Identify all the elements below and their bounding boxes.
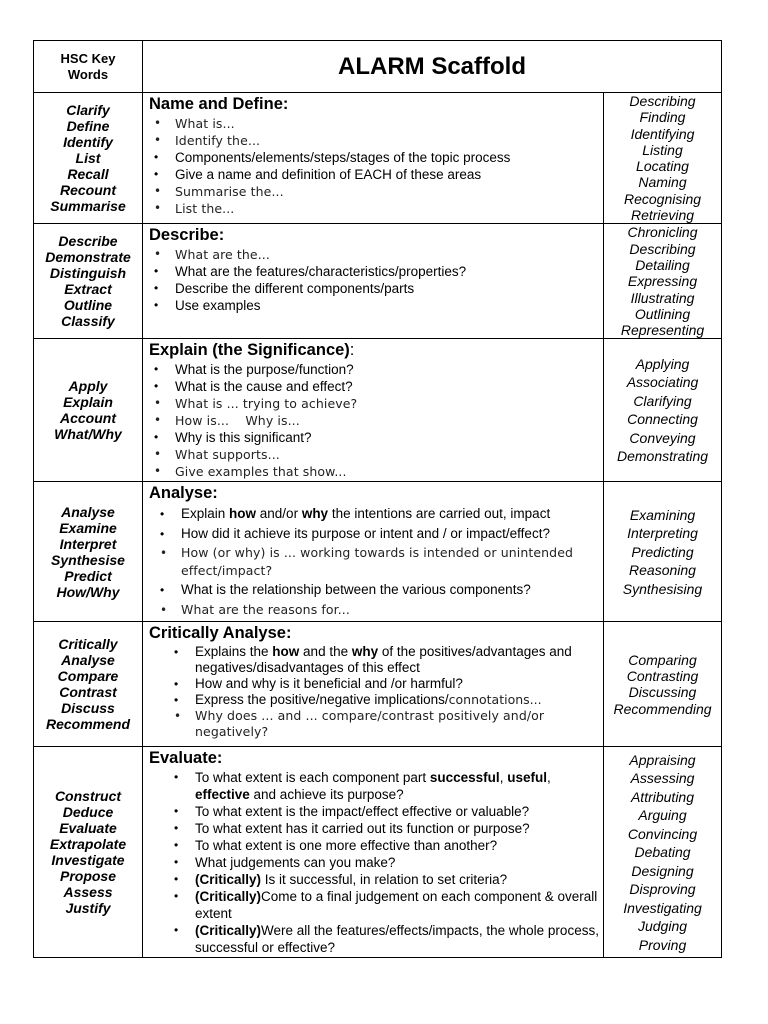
row-explain [34,339,722,482]
section-title: Evaluate: [149,749,223,768]
prompt-item: • How (or why) is ... working towards is intended or unintended effect/impact? [181,544,599,580]
keyword: Explain [63,394,113,411]
prompts-cell [143,339,604,482]
keyword: Contrast [59,684,117,701]
keyword: Propose [59,868,116,885]
prompt-item [195,871,599,888]
keyword: Extract [64,281,112,298]
prompt-item: • Why is this significant? [175,429,599,446]
keywords-cell [34,339,143,482]
prompt-item: • What is the relationship between the various components? [181,580,599,600]
verb: Discussing [628,684,697,701]
section-title: Analyse: [149,484,218,503]
verbs-cell [604,224,722,339]
prompt-item: • What is ... trying to achieve? [175,395,599,412]
prompt-list [149,504,599,620]
keyword: List [75,150,101,167]
prompt-item: • What are the... [175,246,599,263]
verb: Naming [638,174,687,191]
prompt-item [181,504,599,524]
prompt-text: , [546,770,551,786]
prompt-list [149,246,599,314]
keyword: Deduce [62,804,114,821]
verb: Locating [636,158,689,175]
verb: Arguing [638,807,687,824]
keyword: Identify [63,134,113,151]
verb: Investigating [623,899,702,916]
keyword: Extrapolate [49,836,127,853]
keyword: Justify [65,900,111,917]
prompt-item [195,692,599,708]
keywords-cell [34,622,143,747]
verb: Recognising [623,190,702,207]
prompt-item: • What are the features/characteristics/properties? [175,263,599,280]
keyword: Discuss [61,700,115,717]
prompt-item: • Describe the different components/parts [175,280,599,297]
verb: Assessing [630,770,695,787]
prompt-emphasis: useful [507,770,547,786]
header-row [34,41,722,93]
verb: Disproving [629,881,696,898]
verb: Outlining [634,305,691,322]
keyword: Distinguish [49,265,127,282]
section-title: Critically Analyse: [149,624,292,643]
keywords-cell [34,482,143,622]
prompt-item [195,922,599,956]
verb: Expressing [627,273,698,290]
prompt-text: and/or [256,506,302,522]
keywords-cell [34,224,143,339]
keyword: Describe [58,233,118,250]
keyword: Assess [63,884,113,901]
verb: Connecting [627,411,698,428]
prompt-item: • To what extent has it carried out its function or purpose? [195,820,599,837]
verb: Proving [638,936,687,953]
verb: Associating [626,374,699,391]
prompt-item [195,888,599,922]
keyword: Account [60,410,116,427]
keyword: Recall [67,166,109,183]
prompt-text: and the [299,644,352,660]
header-hsc-key-words: HSC Key Words [34,41,143,93]
verb: Judging [637,918,688,935]
prompt-emphasis: why [351,644,379,660]
section-title-colon: : [349,341,355,360]
prompt-list [149,115,599,217]
keyword: Summarise [50,198,126,215]
keyword: Predict [64,567,112,584]
verb: Comparing [628,651,697,668]
keyword: Investigate [51,852,125,869]
prompt-list [149,644,599,740]
verb: Designing [631,862,694,879]
verbs-cell [604,482,722,622]
prompt-item: • Components/elements/steps/stages of the topic process [175,149,599,166]
verb: Identifying [630,125,695,142]
prompt-item: • What is the purpose/function? [175,361,599,378]
prompt-emphasis: (Critically) [195,889,262,905]
prompt-item: • Give a name and definition of EACH of these areas [175,166,599,183]
verb: Demonstrating [616,448,709,465]
keyword: Examine [59,519,117,536]
keyword: Recommend [45,716,131,733]
prompt-item [195,769,599,803]
prompt-item: • What is the cause and effect? [175,378,599,395]
verb: Synthesising [622,580,703,597]
section-title [149,341,599,360]
verb: Conveying [629,429,696,446]
keyword: Interpret [59,535,117,552]
verb: Applying [635,355,690,372]
verb: Interpreting [627,525,698,542]
verb: Convincing [627,825,698,842]
prompt-emphasis: how [272,644,300,660]
keyword: Outline [63,297,113,314]
section-title-text: Explain (the Significance) [149,341,350,360]
prompts-cell [143,482,604,622]
verb: Reasoning [629,562,696,579]
prompt-item: • To what extent is one more effective than another? [195,837,599,854]
prompt-item: • To what extent is the impact/effect effective or valuable? [195,803,599,820]
keyword: Evaluate [59,820,117,837]
prompt-emphasis: effective [195,787,250,803]
prompts-cell [143,224,604,339]
prompt-item: • How and why is it beneficial and /or harmful? [195,676,599,692]
row-critically-analyse [34,622,722,747]
verb: Debating [634,844,691,861]
verb: Predicting [631,543,694,560]
row-analyse [34,482,722,622]
prompts-cell [143,93,604,224]
keyword: Construct [54,788,122,805]
prompt-text: Were all the features/effects/impacts, the whole process, successful or effective? [195,923,599,956]
verbs-cell [604,93,722,224]
keywords-cell [34,747,143,958]
verb: Attributing [630,788,695,805]
prompt-item: • What judgements can you make? [195,854,599,871]
row-describe [34,224,722,339]
verb: Representing [620,322,705,339]
alarm-scaffold-table [33,40,722,958]
prompt-text: and achieve its purpose? [249,787,404,803]
prompt-text: Is it successful, in relation to set criteria? [261,872,508,888]
keyword: Recount [60,182,116,199]
prompt-item: • List the... [175,200,599,217]
verb: Retrieving [630,207,695,224]
prompt-item: • How is... Why is... [175,412,599,429]
keyword: How/Why [56,583,120,600]
prompts-cell [143,622,604,747]
verb: Examining [629,506,696,523]
section-title: Describe: [149,226,225,245]
verb: Finding [639,109,686,126]
verbs-cell [604,747,722,958]
keyword: Critically [58,636,118,653]
prompt-list [149,769,599,956]
prompt-text: Explains the [195,644,273,660]
keyword: What/Why [54,426,122,443]
prompt-text: Explain [181,506,230,522]
keyword: Compare [57,668,119,685]
section-title: Name and Define: [149,95,289,113]
keyword: Analyse [61,652,115,669]
verb: Illustrating [630,289,695,306]
verbs-cell [604,339,722,482]
verb: Describing [629,240,696,257]
prompt-item: • Use examples [175,297,599,314]
keyword: Apply [68,378,108,395]
prompt-item: • Summarise the... [175,183,599,200]
verb: Recommending [613,700,712,717]
prompt-item: • Identify the... [175,132,599,149]
verb: Appraising [629,751,696,768]
verb: Contrasting [626,668,699,685]
verb: Clarifying [633,392,692,409]
verb: Detailing [635,256,690,273]
prompt-emphasis: why [301,506,329,522]
prompt-list [149,361,599,480]
keyword: Analyse [61,503,115,520]
prompt-item: • What supports... [175,446,599,463]
row-name-and-define [34,93,722,224]
prompt-text: To what extent is each component part [195,770,430,786]
prompt-text: connotations... [448,692,542,708]
prompt-text: of the positives/advantages and negatives/disadvantages of this effect [195,644,572,676]
keyword: Classify [61,313,115,330]
keyword: Clarify [66,102,110,119]
prompt-item: • Give examples that show... [175,463,599,480]
prompt-text: the intentions are carried out, impact [328,506,551,522]
verbs-cell [604,622,722,747]
row-evaluate [34,747,722,958]
prompt-emphasis: how [229,506,257,522]
verb: Describing [629,93,696,109]
prompts-cell [143,747,604,958]
verb: Chronicling [627,224,698,241]
keyword: Demonstrate [45,249,131,266]
prompt-emphasis: (Critically) [195,872,262,888]
prompt-item: • How did it achieve its purpose or intent and / or impact/effect? [181,524,599,544]
prompt-text: Express the positive/negative implications/ [195,692,449,708]
prompt-item [195,644,599,676]
page-title: ALARM Scaffold [143,41,722,93]
prompt-text: Come to a final judgement on each component & overall extent [195,889,598,922]
prompt-text: , [499,770,508,786]
keyword: Define [66,118,110,135]
keyword: Synthesise [51,551,125,568]
verb: Listing [642,141,683,158]
prompt-item: • Why does ... and ... compare/contrast positively and/or negatively? [195,708,599,740]
prompt-emphasis: (Critically) [195,923,262,939]
keywords-cell [34,93,143,224]
prompt-emphasis: successful [429,770,500,786]
prompt-item: • What is... [175,115,599,132]
prompt-item: • What are the reasons for... [181,600,599,620]
